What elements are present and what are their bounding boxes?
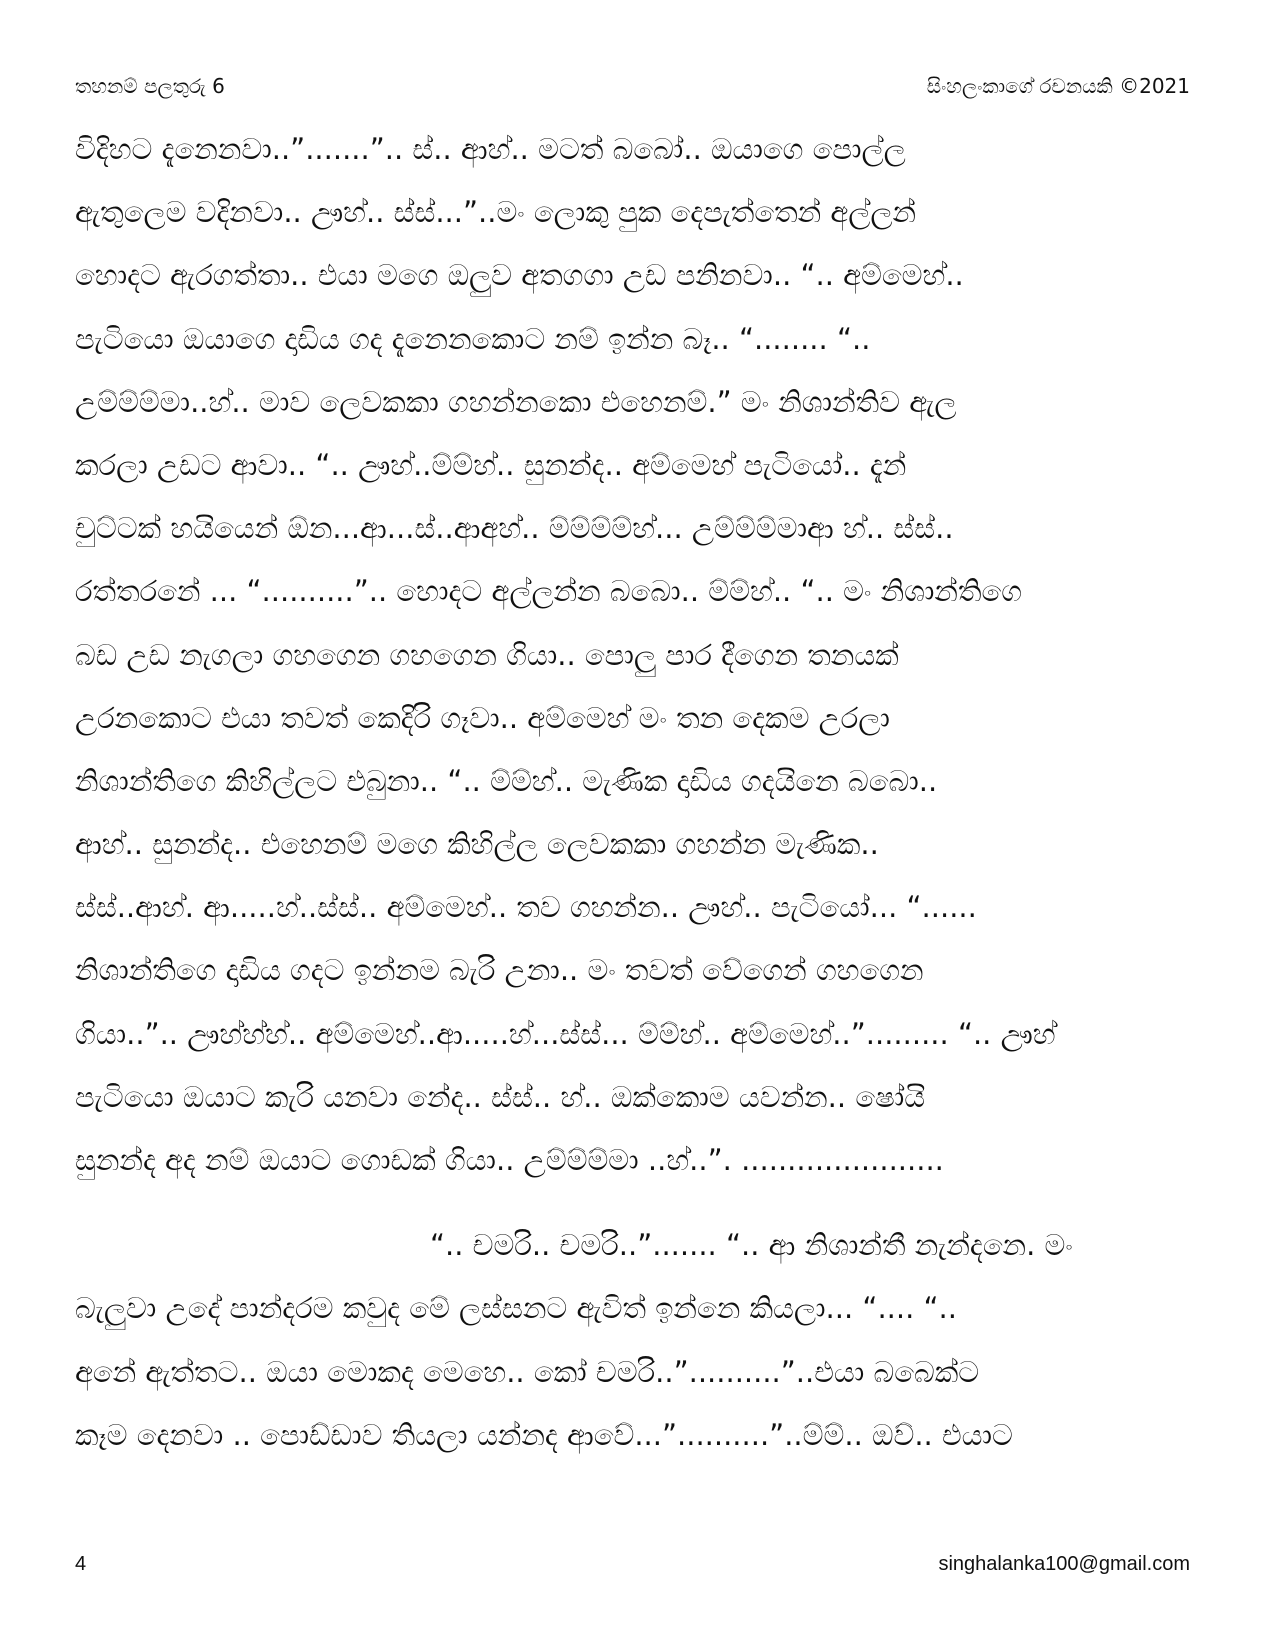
footer-email: singhalanka100@gmail.com [938, 1553, 1190, 1575]
text-line: විදිහට දැනෙනවා..”.......”.. ස්.. ආහ්.. මටත් බබෝ.. ඔයාගෙ පොල්ල [75, 132, 906, 166]
text-line: උරනකොට එයා තවත් කෙදිරි ගෑවා.. අම්මෙහ් මං තන දෙකම උරලා [75, 700, 890, 735]
body-text [75, 118, 1200, 1467]
text-line: ගියා..”.. ඌහ්හ්හ්.. අම්මෙහ්..ආ.....හ්...ස්ස්... ම්ම්හ්.. අම්මෙහ්..”......... “.. ඌහ් [75, 1016, 1056, 1051]
text-line: නිශාන්තිගෙ කිහිල්ලට එබුනා.. “.. ම්ම්හ්.. මැණික දාඩිය ගදයිනෙ බබො.. [75, 763, 938, 798]
text-line: ස්ස්..ආහ්. ආ.....හ්..ස්ස්.. අම්මෙහ්.. තව ගහන්න.. ඌහ්.. පැටියෝ... “...... [75, 890, 977, 925]
text-line: උම්ම්ම්මා..හ්.. මාව ලෙවකකා ගහන්නකො එහෙනම්.” මං නිශාන්තිව ඇල [75, 384, 957, 419]
text-line: කෑම දෙනවා .. පොඩ්ඩාව තියලා යන්නද ආවේ...”..........”..ම්ම්.. ඔව්.. එයාට [75, 1417, 1013, 1452]
author-copyright: සිංහලංකාගේ රචනයකි ©2021 [926, 74, 1190, 98]
text-line: කරලා උඩට ආවා.. “.. ඌහ්..ම්ම්හ්.. සුනන්ද.. අම්මෙහ් පැටියෝ.. දැන් [75, 447, 907, 482]
text-line: හොදට ඇරගත්තා.. එයා මගෙ ඔලුව අතගගා උඩ පනිනවා.. “.. අම්මෙහ්.. [75, 258, 964, 293]
text-line: බැලුවා උදේ පාන්දරම කවුද මේ ලස්සනට ඇවිත් ඉන්නෙ කියලා... “.... “.. [75, 1291, 957, 1326]
text-line: ඇතුලෙම වදිනවා.. ඌහ්.. ස්ස්...”..මං ලොකු පුක දෙපැත්තෙන් අල්ලන් [75, 195, 917, 230]
page-number: 4 [75, 1553, 87, 1575]
text-line: පැටියො ඔයාගෙ දාඩිය ගද දැනෙනකොට නම් ඉන්න බෑ.. “........ “.. [75, 321, 871, 356]
document-title: තහනම් පලතුරු 6 [75, 74, 225, 98]
text-line: රත්තරනේ ... “..........”.. හොදට අල්ලන්න බබො.. ම්ම්හ්.. “.. මං නිශාන්තිගෙ [75, 574, 1023, 609]
text-line: “.. චමරි.. චමරි..”....... “.. ආ නිශාන්තී නැන්දනෙ. මං [430, 1228, 1073, 1263]
text-line: බඩ උඩ නැගලා ගහගෙන ගහගෙන ගියා.. පොලු පාර දීගෙන තනයක් [75, 637, 899, 672]
text-line: ආහ්.. සුනන්ද.. එහෙනම් මගෙ කිහිල්ල ලෙවකකා ගහන්න මැණික.. [75, 827, 879, 862]
text-line: සුනන්ද අද නම් ඔයාට ගොඩක් ගියා.. උම්ම්ම්මා ..හ්..”. ...................... [75, 1143, 944, 1177]
text-line: අනේ ඇත්තට.. ඔයා මොකද මෙහෙ.. කෝ චමරි..”..........”..එයා බබෙක්ට [75, 1354, 980, 1389]
text-line: පැටියො ඔයාට කැරි යනවා නේද.. ස්ස්.. හ්.. ඔක්කොම යවන්න.. ෂෝයි [75, 1079, 926, 1114]
text-line: නිශාන්තිගෙ දාඩිය ගදට ඉන්නම බැරි උනා.. මං තවත් වේගෙන් ගහගෙන [75, 953, 924, 988]
paragraph-spacer [75, 1192, 1200, 1214]
text-line: චුට්ටක් හයියෙන් ඕන...ආ...ස්..ආඅහ්.. ම්ම්ම්ම්හ්... උම්ම්ම්මාආ හ්.. ස්ස්.. [75, 511, 954, 546]
